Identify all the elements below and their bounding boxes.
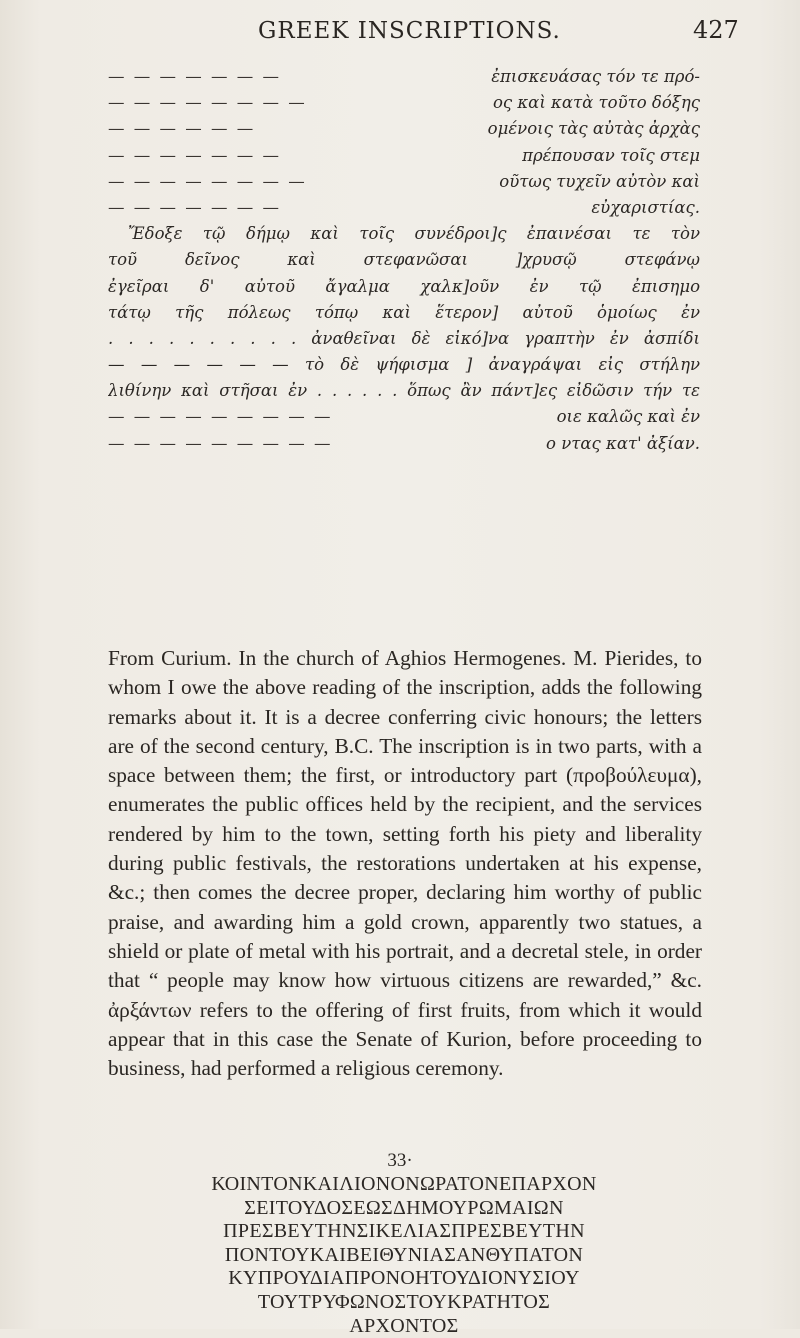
greek-line <box>108 195 700 221</box>
lacuna-dashes: — — — — — — — — <box>108 171 307 191</box>
lacuna-dashes: — — — — — — — <box>108 67 281 86</box>
uncial-line: ΚΟΙΝΤΟΝΚΑΙΛΙΟΝΟΝΩΡΑΤΟΝΕΠΑΡΧΟΝ <box>211 1173 597 1195</box>
greek-line <box>108 169 700 195</box>
page-header <box>0 14 800 54</box>
commentary <box>108 644 702 1083</box>
greek-line-text: ο ντας κατ' ἀξίαν. <box>546 433 700 453</box>
greek-line <box>108 431 700 457</box>
uncial-line: ΣΕΙΤΟΥΔΟΣΕΩΣΔΗΜΟΥΡΩΜΑΙΩΝ <box>244 1196 564 1219</box>
lacuna-dashes: — — — — — — — — <box>108 93 307 113</box>
uncial-line: ΚΥΠΡΟΥΔΙΑΠΡΟΝΟΗΤΟΥΔΙΟΝΥΣΙΟΥ <box>228 1267 580 1290</box>
uncial-line: ΠΡΕΣΒΕΥΤΗΝΣΙΚΕΛΙΑΣΠΡΕΣΒΕΥΤΗΝ <box>223 1220 585 1243</box>
inscription-number: 33· <box>387 1150 413 1171</box>
uncial-line: ΑΡΧΟΝΤΟΣ <box>349 1314 459 1337</box>
running-title: GREEK INSCRIPTIONS. <box>258 18 561 44</box>
greek-line: Ἔδοξε τῷ δήμῳ καὶ τοῖς συνέδροι]ς ἐπαινέσαι τε τὸν <box>128 224 700 244</box>
lacuna-dashes: — — — — — — <box>108 119 256 139</box>
greek-line-text: εὐχαριστίας. <box>591 197 700 217</box>
greek-line-text: οῦτως τυχεῖν αὐτὸν καὶ <box>499 171 700 191</box>
greek-line-text: ος καὶ κατὰ τοῦτο δόξης <box>492 93 700 113</box>
greek-line: — — — — — — τὸ δὲ ψήφισμα ] ἀναγράψαι εἰς στήλην <box>108 355 700 375</box>
greek-line <box>108 64 700 90</box>
greek-line <box>108 90 700 116</box>
greek-line: ἐγεῖραι δ' αὐτοῦ ἄγαλμα χαλκ]οῦν ἐν τῷ ἐπισημο <box>108 276 700 296</box>
uncial-line: ΤΟΥΤΡΥΦΩΝΟΣΤΟΥΚΡΑΤΗΤΟΣ <box>257 1290 551 1313</box>
uncial-line: ΠΟΝΤΟΥΚΑΙΒΕΙΘΥΝΙΑΣΑΝΘΥΠΑΤΟΝ <box>224 1243 584 1266</box>
greek-line <box>108 404 700 430</box>
greek-line <box>108 116 700 142</box>
greek-line-text: οιε καλῶς καὶ ἐν <box>556 407 700 427</box>
lacuna-dashes: — — — — — — — <box>108 197 281 217</box>
commentary-paragraph: From Curium. In the church of Aghios Hermogenes. M. Pierides, to whom I owe the above reading of the inscription, adds the following remarks about it. It is a decree conferring civic honours; the letters are of the second century, B.C. The inscription is in two parts, with a space between them; the first, or introductory part (προβούλευμα), enumerates the public offices held by the recipient, and the services rendered by him to the town, setting forth his piety and liberality during public festivals, the restorations undertaken at his expense, &c.; then comes the decree proper, declaring him worthy of public praise, and awarding him a gold crown, apparently two statues, a shield or plate of metal with his portrait, and a decretal stele, in order that “ people may know how virtuous citizens are rewarded,” &c. ἀρξάντων refers to the offering of first fruits, from which it would appear that in this case the Senate of Kurion, before proceeding to business, had performed a religious ceremony. <box>108 646 702 1081</box>
greek-line <box>108 143 700 169</box>
greek-line-text: ἐπισκευάσας τόν τε πρό- <box>491 67 700 86</box>
greek-inscription-text <box>108 64 700 457</box>
page-number: 427 <box>693 16 739 44</box>
lacuna-dashes: — — — — — — — — — <box>108 433 333 453</box>
lacuna-dashes: — — — — — — — <box>108 145 281 165</box>
uncial-inscription <box>184 1173 624 1338</box>
greek-line: . . . . . . . . . . ἀναθεῖναι δὲ εἰκό]να γραπτὴν ἐν ἀσπίδι <box>108 328 700 348</box>
greek-line: τοῦ δεῖνος καὶ στεφανῶσαι ]χρυσῷ στεφάνῳ <box>108 250 700 270</box>
lacuna-dashes: — — — — — — — — — <box>108 407 333 427</box>
greek-line: τάτῳ τῆς πόλεως τόπῳ καὶ ἕτερον] αὐτοῦ ὁμοίως ἐν <box>108 302 700 322</box>
greek-line-text: ομένοις τὰς αὐτὰς ἀρχὰς <box>487 119 700 139</box>
greek-line: λιθίνην καὶ στῆσαι ἐν . . . . . . ὅπως ἂν πάντ]ες εἰδῶσιν τήν τε <box>108 381 700 401</box>
greek-line-text: πρέπουσαν τοῖς στεμ <box>522 145 700 165</box>
